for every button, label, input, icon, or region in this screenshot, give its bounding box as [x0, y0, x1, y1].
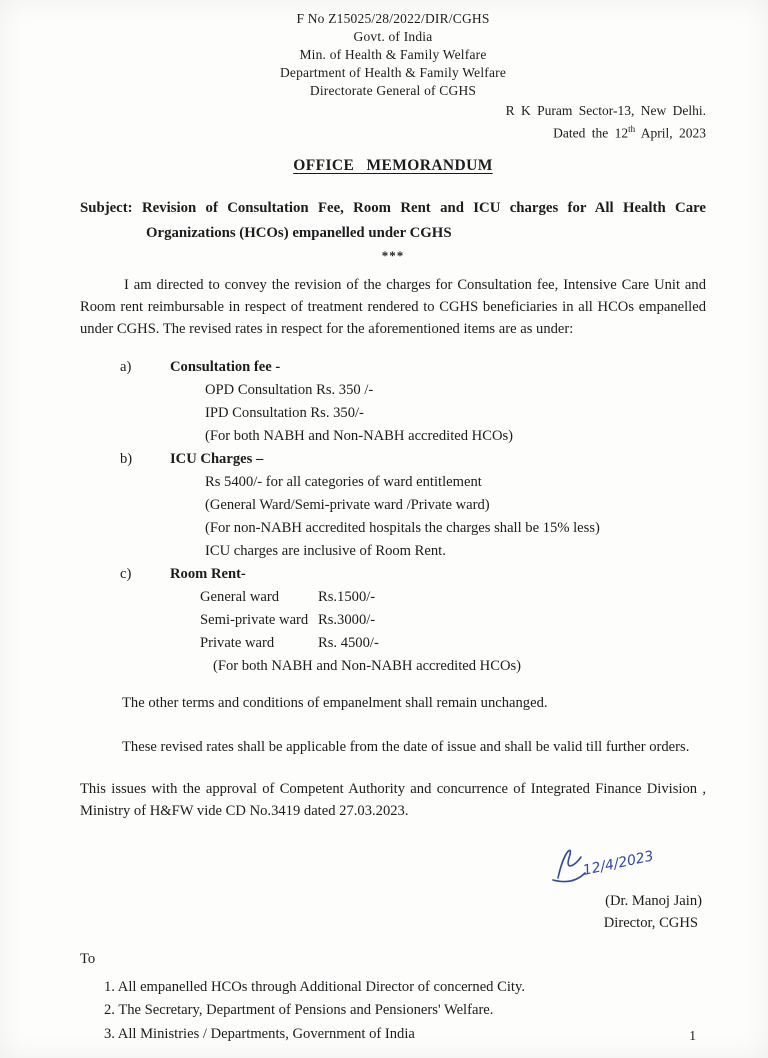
ward-name: Private ward — [200, 634, 275, 651]
recipients-list — [104, 976, 706, 1047]
item-line: OPD Consultation Rs. 350 /- — [205, 381, 374, 398]
date-prefix: Dated the — [553, 125, 609, 141]
ward-rate: Rs. 4500/- — [318, 634, 379, 651]
asterisk-separator: *** — [381, 247, 405, 263]
item-marker: a) — [120, 358, 132, 375]
ward-name: General ward — [200, 588, 280, 605]
distribution-block — [80, 948, 706, 1047]
paragraph-validity: These revised rates shall be applicable from the date of issue and shall be valid till further orders. — [122, 738, 690, 755]
item-heading-row — [80, 356, 706, 379]
item-line: IPD Consultation Rs. 350/- — [205, 404, 364, 421]
org-line-department: Department of Health & Family Welfare — [279, 65, 507, 80]
list-item-consultation — [80, 356, 706, 448]
subject-line — [80, 196, 706, 246]
rate-row — [200, 609, 706, 632]
signature-date-text: 12/4/2023 — [581, 847, 656, 879]
recipient-line: 2. The Secretary, Department of Pensions and Pensioners' Welfare. — [104, 1002, 494, 1018]
item-lines — [205, 379, 706, 448]
item-heading-row — [80, 563, 706, 586]
intro-paragraph: I am directed to convey the revision of the charges for Consultation fee, Intensive Care Unit and Room rent reimbursable in respect of treatment rendered to CGHS beneficiaries in all HCOs empanelled under CGHS. The revised rates in respect for the aforementioned items are as under: — [80, 276, 706, 337]
address-line: R K Puram Sector-13, New Delhi. — [505, 103, 706, 118]
list-item-icu — [80, 448, 706, 563]
org-line-ministry: Min. of Health & Family Welfare — [299, 47, 487, 62]
subject-label: Subject: — [80, 199, 133, 216]
date-rest: April, 2023 — [640, 125, 706, 141]
document-title: OFFICE MEMORANDUM — [293, 156, 493, 174]
item-line: Rs 5400/- for all categories of ward entitlement — [205, 473, 482, 490]
paragraph-approval: This issues with the approval of Competent Authority and concurrence of Integrated Finance Division , Ministry of H&FW vide CD No.3419 dated 27.03.2023. — [80, 780, 706, 819]
ward-name: Semi-private ward — [200, 611, 309, 628]
item-heading: Room Rent- — [170, 565, 246, 582]
paragraph-unchanged: The other terms and conditions of empanelment shall remain unchanged. — [122, 694, 548, 711]
letterhead — [80, 10, 706, 100]
room-rent-note: (For both NABH and Non-NABH accredited HCOs) — [213, 657, 522, 674]
recipient-line: 3. All Ministries / Departments, Government of India — [104, 1025, 415, 1042]
date-day: 12 — [614, 125, 629, 141]
ward-rate: Rs.3000/- — [318, 611, 376, 628]
item-line: (General Ward/Semi-private ward /Private ward) — [205, 496, 490, 513]
date-line — [80, 120, 706, 143]
rate-row — [200, 586, 706, 609]
signatory-designation: Director, CGHS — [603, 914, 698, 931]
room-rent-table — [200, 586, 706, 655]
org-line-directorate: Directorate General of CGHS — [309, 83, 477, 98]
signature-block — [80, 838, 706, 934]
signature-stroke — [553, 850, 585, 881]
handwritten-signature-icon — [522, 838, 692, 890]
item-line: (For both NABH and Non-NABH accredited HCOs) — [205, 427, 514, 444]
place-date-block — [80, 102, 706, 143]
list-item-room-rent — [80, 563, 706, 678]
date-ordinal: th — [628, 124, 636, 134]
file-number: F No Z15025/28/2022/DIR/CGHS — [296, 11, 490, 26]
ward-rate: Rs.1500/- — [318, 588, 376, 605]
rates-list — [80, 356, 706, 678]
item-line: (For non-NABH accredited hospitals the charges shall be 15% less) — [205, 519, 600, 536]
subject-text: Revision of Consultation Fee, Room Rent and ICU charges for All Health Care Organizations (HCOs) empanelled under CGHS — [141, 199, 706, 241]
item-lines — [205, 471, 706, 563]
to-label: To — [80, 950, 96, 967]
page-number: 1 — [689, 1028, 696, 1043]
recipient-line: 1. All empanelled HCOs through Additional Director of concerned City. — [104, 978, 525, 995]
item-line: ICU charges are inclusive of Room Rent. — [205, 542, 446, 559]
signatory-name: (Dr. Manoj Jain) — [605, 892, 702, 909]
item-marker: b) — [120, 450, 133, 467]
item-heading-row — [80, 448, 706, 471]
rate-row — [200, 632, 706, 655]
item-marker: c) — [120, 565, 132, 582]
item-heading: Consultation fee - — [170, 358, 281, 375]
org-line-govt: Govt. of India — [353, 29, 433, 44]
item-heading: ICU Charges – — [170, 450, 264, 467]
